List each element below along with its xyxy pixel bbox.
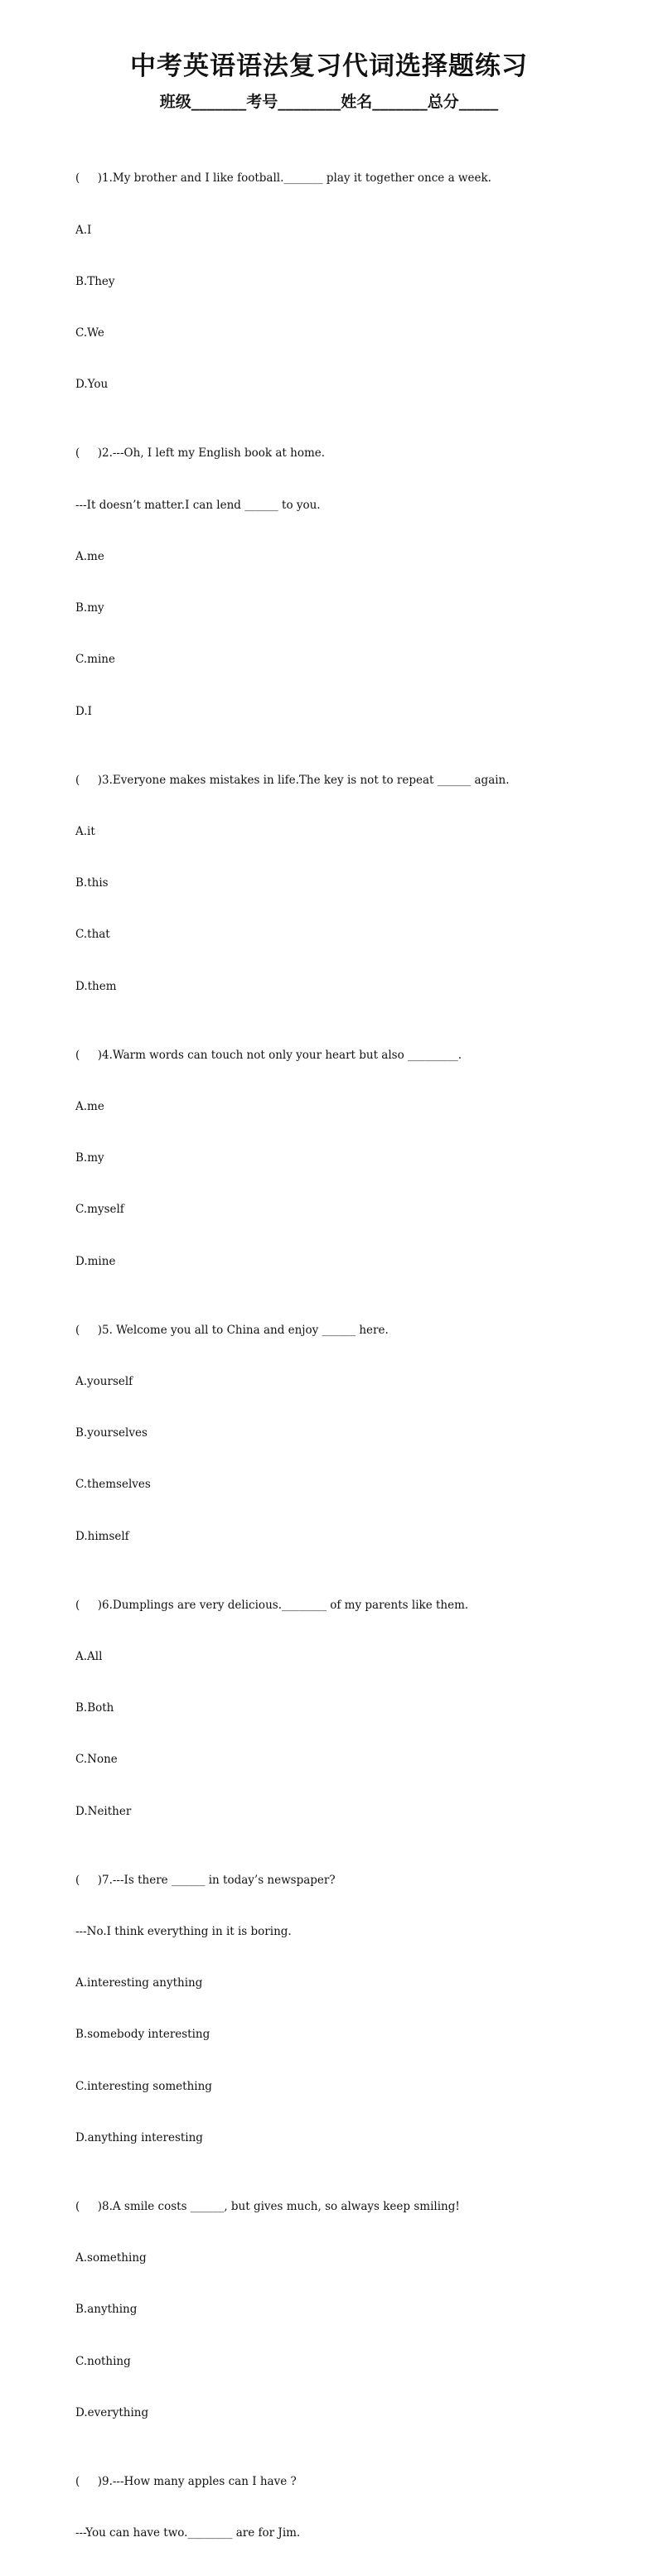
option-1c: C.We (75, 326, 104, 340)
option-1a: A.I (75, 223, 92, 237)
option-7c: C.interesting something (75, 2079, 212, 2093)
option-6a: A.All (75, 1649, 103, 1663)
option-3b: B.this (75, 876, 109, 890)
option-8a: A.something (75, 2251, 147, 2265)
exam-number-label: 考号 (246, 93, 278, 111)
question-reply-9: ---You can have two.________ are for Jim. (75, 2526, 301, 2540)
option-1d: D.You (75, 378, 109, 392)
option-6d: D.Neither (75, 1804, 132, 1818)
option-3d: D.them (75, 979, 117, 993)
question-stem-9: ( )9.---How many apples can I have ? (75, 2474, 297, 2488)
page-title: 中考英语语法复习代词选择题练习 (130, 51, 528, 81)
option-7a: A.interesting anything (75, 1976, 203, 1990)
option-8c: C.nothing (75, 2354, 131, 2368)
question-stem-1: ( )1.My brother and I like football._______ play it together once a week. (75, 171, 491, 186)
option-1b: B.They (75, 274, 115, 288)
question-stem-8: ( )8.A smile costs ______, but gives much, so always keep smiling! (75, 2199, 460, 2213)
option-5a: A.yourself (75, 1374, 133, 1388)
class-label: 班级 (159, 93, 191, 111)
question-stem-2: ( )2.---Oh, I left my English book at home. (75, 446, 326, 461)
option-6c: C.None (75, 1753, 118, 1767)
option-2a: A.me (75, 549, 104, 563)
question-stem-5: ( )5. Welcome you all to China and enjoy ______ here. (75, 1323, 389, 1337)
option-2d: D.I (75, 704, 92, 718)
option-4a: A.me (75, 1099, 104, 1113)
option-7d: D.anything interesting (75, 2130, 203, 2144)
option-8b: B.anything (75, 2303, 138, 2317)
exam-number-blank[interactable]: ________ (278, 93, 341, 111)
name-blank[interactable]: _______ (372, 93, 428, 111)
question-list (75, 118, 639, 2576)
option-7b: B.somebody interesting (75, 2028, 210, 2042)
class-blank[interactable]: _______ (191, 93, 247, 111)
question-stem-7: ( )7.---Is there ______ in today’s newspaper? (75, 1873, 336, 1887)
question-stem-3: ( )3.Everyone makes mistakes in life.The key is not to repeat ______ again. (75, 773, 510, 787)
option-4d: D.mine (75, 1254, 116, 1268)
option-2c: C.mine (75, 653, 115, 667)
option-5d: D.himself (75, 1529, 129, 1543)
option-2b: B.my (75, 601, 104, 615)
total-score-blank[interactable]: _____ (458, 93, 499, 111)
question-reply-2: ---It doesn’t matter.I can lend ______ to you. (75, 498, 321, 512)
name-label: 姓名 (341, 93, 373, 111)
student-info-line (0, 89, 658, 114)
question-stem-4: ( )4.Warm words can touch not only your heart but also _________. (75, 1048, 462, 1062)
option-5c: C.themselves (75, 1478, 151, 1492)
option-4b: B.my (75, 1151, 104, 1165)
total-score-label: 总分 (427, 93, 459, 111)
option-3a: A.it (75, 824, 95, 838)
option-8d: D.everything (75, 2405, 149, 2419)
question-stem-6: ( )6.Dumplings are very delicious.________ of my parents like them. (75, 1598, 469, 1612)
option-4c: C.myself (75, 1203, 124, 1217)
option-5b: B.yourselves (75, 1426, 148, 1440)
question-reply-7: ---No.I think everything in it is boring. (75, 1924, 292, 1938)
option-6b: B.Both (75, 1701, 114, 1715)
option-3c: C.that (75, 928, 110, 942)
